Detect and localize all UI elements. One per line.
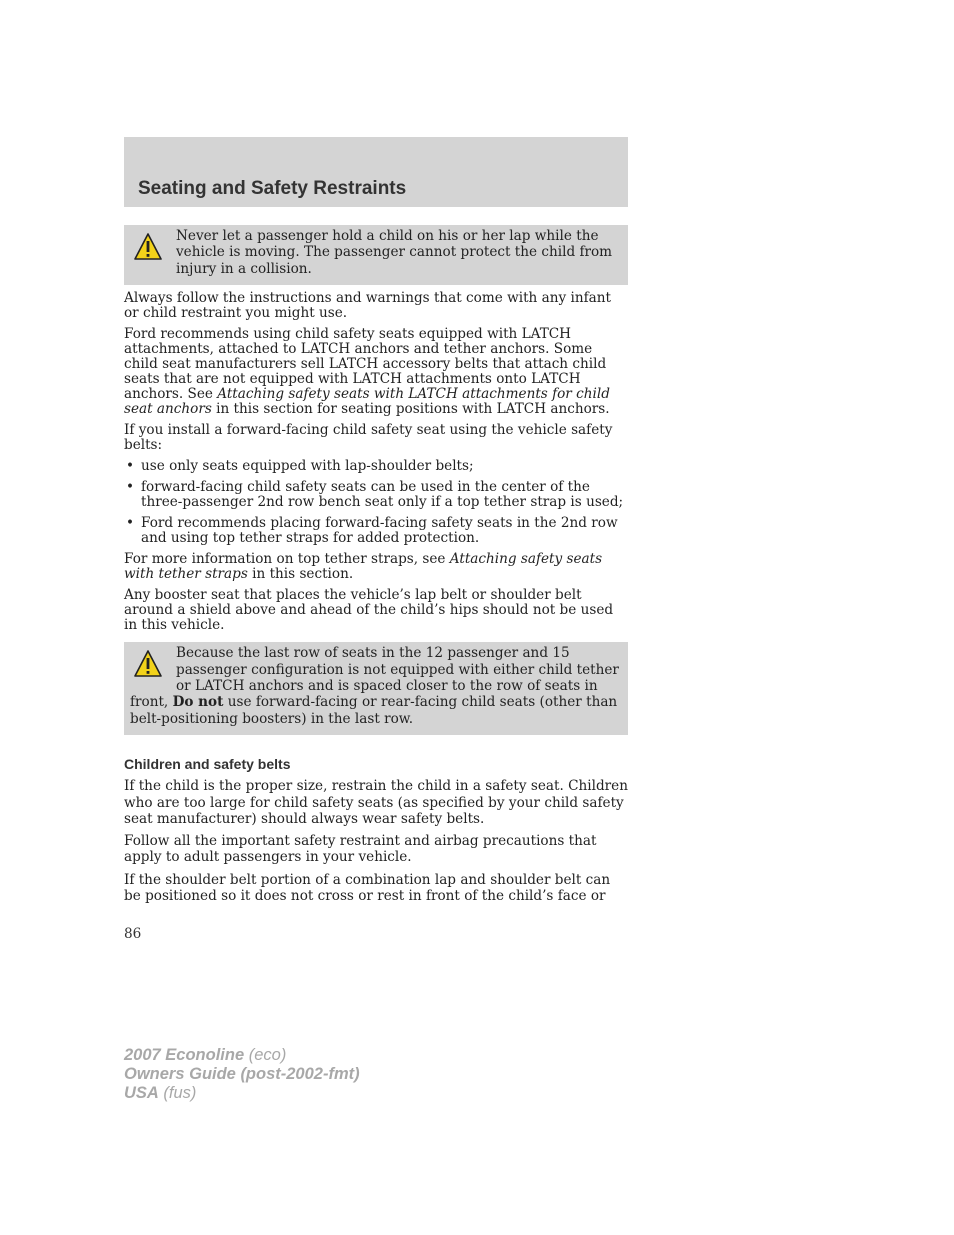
page-number: 86 bbox=[124, 926, 142, 942]
footer-line-model bbox=[124, 1046, 360, 1065]
footer-line-region bbox=[124, 1084, 360, 1103]
footer-region-code: (fus) bbox=[158, 1083, 197, 1102]
warning-text-end: use forward-facing or rear-facing child seats (other than belt-positioning boosters) in the last row. bbox=[130, 694, 618, 727]
list-item bbox=[124, 459, 628, 474]
warning-box-last-row bbox=[124, 642, 628, 735]
warning-text bbox=[130, 645, 621, 727]
warning-text-start: Because the last row of seats in the 12 passenger and 15 passenger configuration is not equipped with either child tether or LATCH anchors and is spaced closer to the row of seats in front, bbox=[130, 645, 619, 711]
list-item bbox=[124, 480, 628, 510]
list-item-text: Ford recommends placing forward-facing safety seats in the 2nd row and using top tether straps for added protection. bbox=[141, 515, 618, 547]
list-item-text: forward-facing child safety seats can be used in the center of the three-passenger 2nd row bench seat only if a top tether strap is used; bbox=[141, 479, 624, 511]
footer-model: 2007 Econoline bbox=[124, 1046, 245, 1064]
paragraph-instructions: Always follow the instructions and warnings that come with any infant or child restraint you might use. bbox=[124, 290, 611, 322]
section-children-belts bbox=[124, 778, 628, 904]
section-header bbox=[124, 137, 628, 207]
paragraph-proper-size: If the child is the proper size, restrain the child in a safety seat. Children who are too large for child safety seats (as specified by your child safety seat manufacturer) should always wear safety belts. bbox=[124, 778, 628, 827]
paragraph-booster: Any booster seat that places the vehicle’s lap belt or shoulder belt around a shield above and ahead of the child’s hips should not be used in this vehicle. bbox=[124, 587, 614, 634]
bullet-list bbox=[124, 459, 628, 546]
paragraph-tether-text: For more information on top tether straps, see bbox=[124, 551, 450, 568]
document-footer bbox=[124, 1046, 360, 1102]
warning-text: Never let a passenger hold a child on his or her lap while the vehicle is moving. The passenger cannot protect the child from injury in a collision. bbox=[176, 228, 613, 277]
paragraph-latch-text: Ford recommends using child safety seats equipped with LATCH attachments, attached to LATCH anchors and tether anchors. Some child seat manufacturers sell LATCH accessory belts that attach child seats that are not equipped with LATCH attachments onto LATCH anchors. See bbox=[124, 326, 607, 403]
page-content bbox=[124, 225, 628, 904]
paragraph-shoulder-belt: If the shoulder belt portion of a combination lap and shoulder belt can be positioned so it does not cross or rest in front of the child’s face or bbox=[124, 871, 611, 905]
list-item bbox=[124, 516, 628, 546]
bullet-dot: • bbox=[126, 515, 135, 532]
paragraph-forward-facing: If you install a forward-facing child safety seat using the vehicle safety belts: bbox=[124, 422, 613, 454]
bullet-dot: • bbox=[126, 479, 135, 496]
paragraph-latch-tail: in this section for seating positions with LATCH anchors. bbox=[211, 401, 610, 418]
footer-line-guide: Owners Guide (post-2002-fmt) bbox=[124, 1064, 360, 1083]
bullet-dot: • bbox=[126, 458, 135, 475]
footer-model-code: (eco) bbox=[244, 1046, 287, 1064]
page-title: Seating and Safety Restraints bbox=[138, 178, 407, 199]
paragraph-tether bbox=[124, 552, 628, 582]
warning-triangle-icon bbox=[133, 232, 163, 262]
warning-emphasis: Do not bbox=[172, 694, 224, 711]
tether-reference-link: Attaching safety seats with tether straps bbox=[124, 551, 603, 583]
footer-region: USA bbox=[124, 1083, 159, 1102]
paragraph-tether-tail: in this section. bbox=[247, 566, 354, 583]
paragraph-precautions: Follow all the important safety restraint and airbag precautions that apply to adult passengers in your vehicle. bbox=[124, 833, 597, 866]
latch-reference-link: Attaching safety seats with LATCH attachments for child seat anchors bbox=[124, 386, 610, 418]
paragraph-latch bbox=[124, 327, 628, 417]
warning-box-lap bbox=[124, 225, 628, 285]
warning-triangle-icon bbox=[133, 649, 163, 679]
list-item-text: use only seats equipped with lap-shoulder belts; bbox=[141, 458, 474, 475]
section-heading: Children and safety belts bbox=[124, 756, 291, 773]
